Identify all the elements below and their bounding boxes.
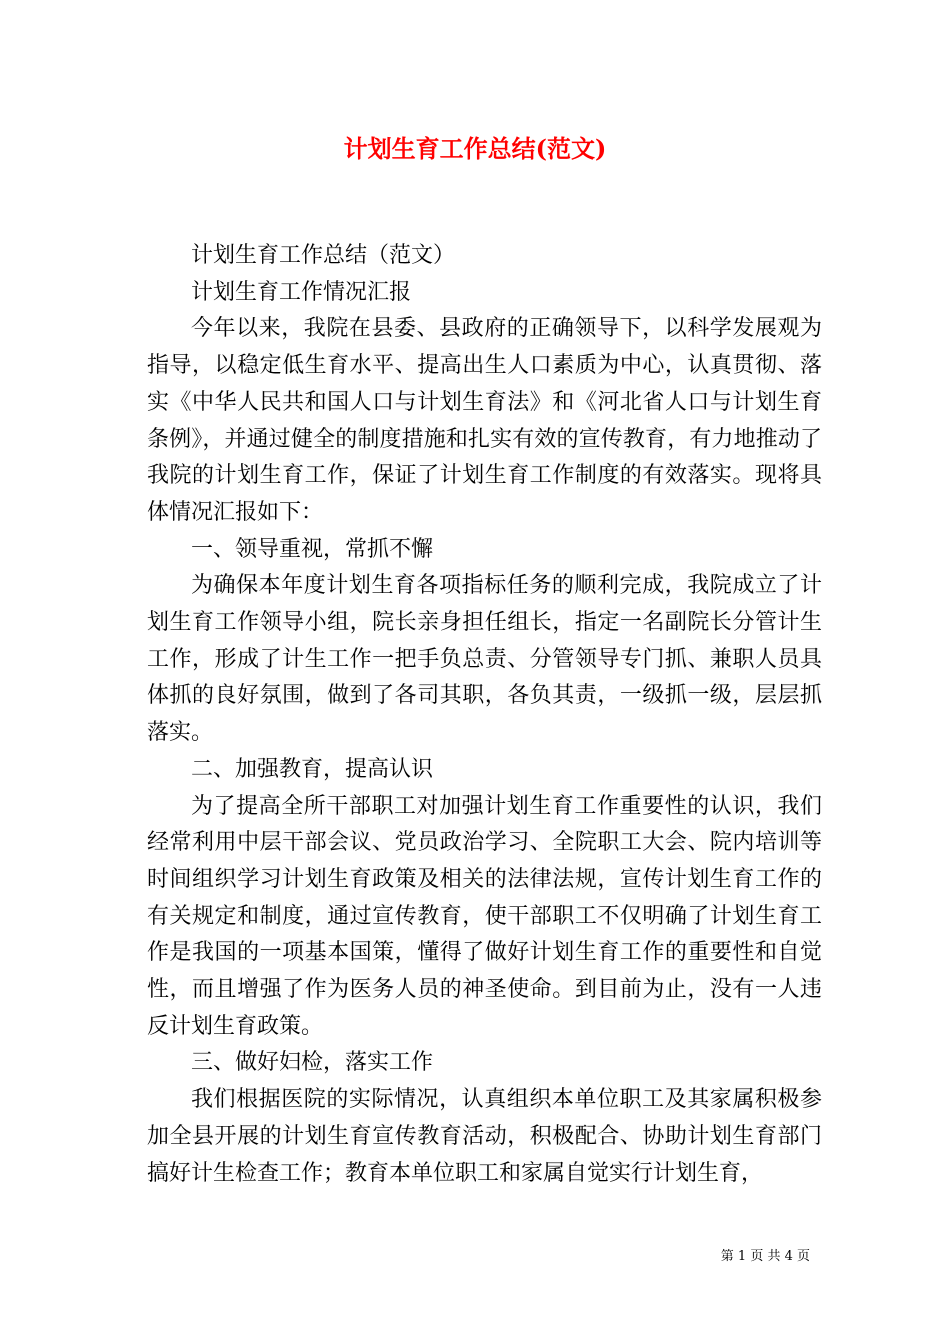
section-heading-2: 二、加强教育，提高认识 bbox=[191, 756, 434, 782]
section-heading-3: 三、做好妇检，落实工作 bbox=[191, 1050, 434, 1076]
paragraph-heading: 计划生育工作总结（范文） bbox=[191, 243, 456, 268]
document-title: 计划生育工作总结(范文) bbox=[343, 134, 607, 163]
document-body bbox=[147, 238, 822, 1192]
paragraph-section-1: 为确保本年度计划生育各项指标任务的顺利完成，我院成立了计划生育工作领导小组，院长亲身担任组长，指定一名副院长分管计生工作，形成了计生工作一把手负总责、分管领导专门抓、兼职人员具体抓的良好氛围，做到了各司其职，各负其责，一级抓一级，层层抓落实。 bbox=[147, 573, 822, 746]
paragraph-section-2: 为了提高全所干部职工对加强计划生育工作重要性的认识，我们经常利用中层干部会议、党员政治学习、全院职工大会、院内培训等时间组织学习计划生育政策及相关的法律法规，宣传计划生育工作的有关规定和制度，通过宣传教育，使干部职工不仅明确了计划生育工作是我国的一项基本国策，懂得了做好计划生育工作的重要性和自觉性，而且增强了作为医务人员的神圣使命。到目前为止，没有一人违反计划生育政策。 bbox=[147, 793, 822, 1039]
paragraph-section-3: 我们根据医院的实际情况，认真组织本单位职工及其家属积极参加全县开展的计划生育宣传教育活动，积极配合、协助计划生育部门搞好计生检查工作；教育本单位职工和家属自觉实行计划生育， bbox=[147, 1087, 822, 1186]
page-footer: 第 1 页 共 4 页 bbox=[720, 1249, 810, 1264]
section-heading-1: 一、领导重视，常抓不懈 bbox=[191, 536, 434, 562]
paragraph-intro: 今年以来，我院在县委、县政府的正确领导下，以科学发展观为指导，以稳定低生育水平、提高出生人口素质为中心，认真贯彻、落实《中华人民共和国人口与计划生育法》和《河北省人口与计划生育条例》，并通过健全的制度措施和扎实有效的宣传教育，有力地推动了我院的计划生育工作，保证了计划生育工作制度的有效落实。现将具体情况汇报如下： bbox=[147, 316, 822, 525]
paragraph-subheading: 计划生育工作情况汇报 bbox=[191, 279, 412, 305]
